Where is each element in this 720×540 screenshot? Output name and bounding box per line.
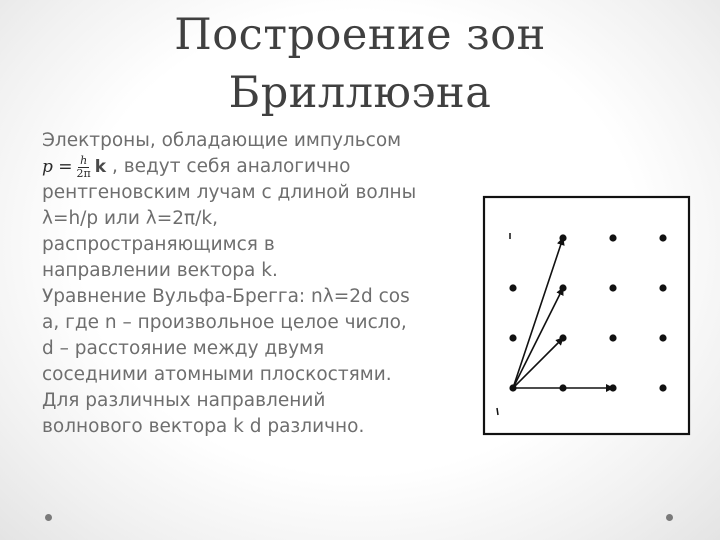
paragraph-directions xyxy=(42,388,472,440)
lattice-point xyxy=(659,334,666,341)
body-line: Электроны, обладающие импульсом xyxy=(42,130,402,151)
momentum-formula xyxy=(42,154,106,180)
body-line: рентгеновским лучам с длиной волны xyxy=(42,182,417,203)
lattice-point xyxy=(659,384,666,391)
paragraph-bragg xyxy=(42,284,472,388)
lattice-figure xyxy=(480,193,693,438)
body-line: , ведут себя аналогично xyxy=(111,156,351,177)
lattice-point xyxy=(609,284,616,291)
paragraph-electrons xyxy=(42,128,472,284)
slide-title xyxy=(0,6,720,122)
formula-denominator: 2π xyxy=(76,166,91,180)
body-line: Уравнение Вульфа-Брегга: nλ=2d cos xyxy=(42,286,410,307)
body-line: соседними атомными плоскостями. xyxy=(42,364,392,385)
lattice-point xyxy=(609,234,616,241)
body-line: Для различных направлений xyxy=(42,390,326,411)
formula-lhs: p = xyxy=(42,157,73,177)
slide-body xyxy=(42,128,472,440)
body-line: направлении вектора k. xyxy=(42,260,278,281)
lattice-point xyxy=(609,334,616,341)
formula-fraction xyxy=(77,155,91,180)
body-line-with-formula xyxy=(42,154,472,180)
body-line: λ=h/p или λ=2π/k, xyxy=(42,208,218,229)
lattice-diagram xyxy=(480,193,693,438)
title-line-2: Бриллюэна xyxy=(228,68,492,118)
lattice-point xyxy=(659,284,666,291)
decor-dot-right xyxy=(666,514,673,521)
lattice-point xyxy=(659,234,666,241)
formula-vector: k xyxy=(94,157,107,177)
lattice-point xyxy=(509,284,516,291)
body-line: волнового вектора k d различно. xyxy=(42,416,365,437)
body-line: a, где n – произвольное целое число, xyxy=(42,312,407,333)
figure-frame xyxy=(484,197,689,434)
corner-tick xyxy=(497,408,498,415)
body-line: распространяющимся в xyxy=(42,234,275,255)
body-line: d – расстояние между двумя xyxy=(42,338,325,359)
formula-numerator: h xyxy=(80,153,88,167)
lattice-point xyxy=(509,334,516,341)
title-line-1: Построение зон xyxy=(174,10,546,60)
decor-dot-left xyxy=(45,514,52,521)
